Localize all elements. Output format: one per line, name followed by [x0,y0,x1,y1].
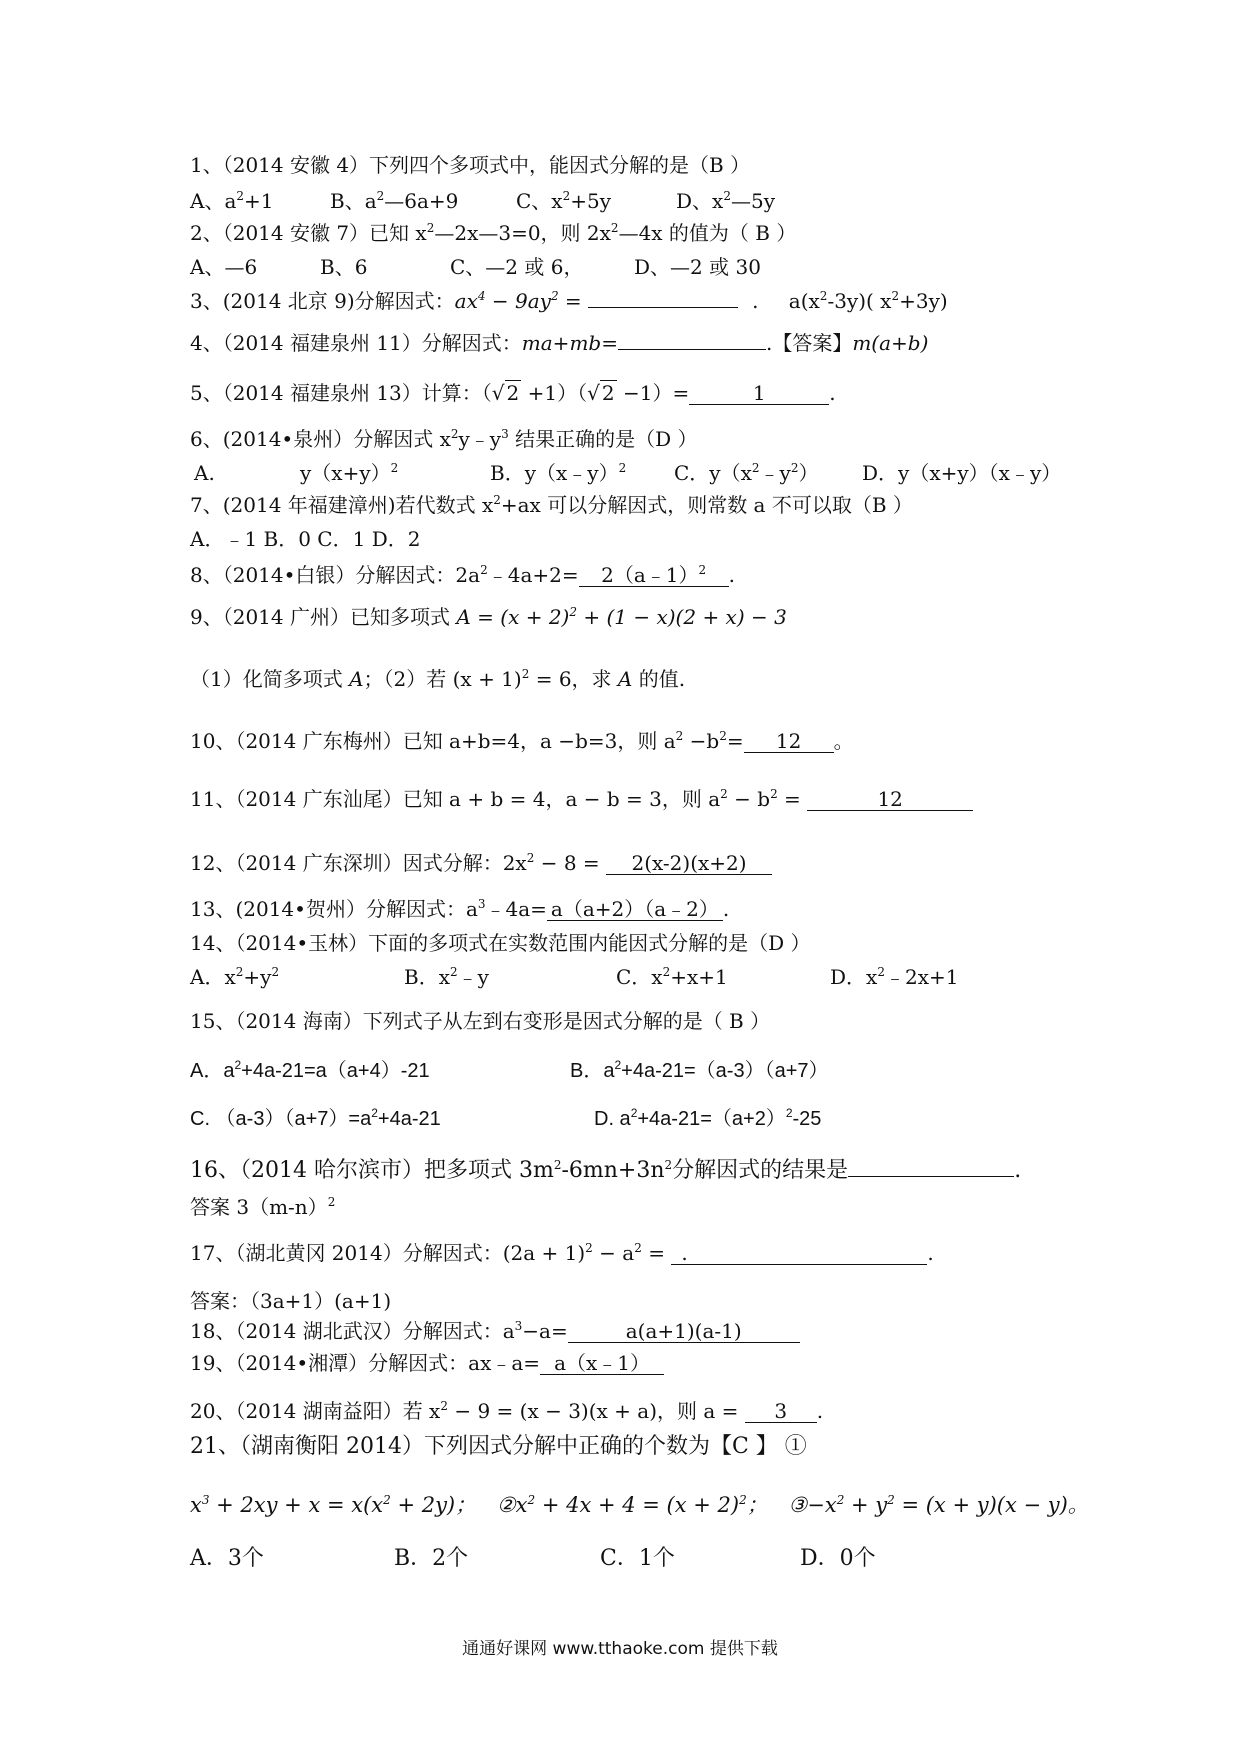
q6-option-d: D．y（x+y）（x﹣y） [862,461,1062,485]
sqrt-symbol: √ 2 [587,381,615,405]
q20-answer: 3 [745,1400,817,1423]
q19-answer: a（x﹣1） [540,1352,664,1375]
q4-answer: m(a+b) [852,331,929,355]
q2-stem: 2、（2014 安徽 7）已知 $x^2—2x—3=0$，则 $2x^2—4x$ 的值为（ B ） [190,221,797,245]
q14-option-c: C．$x^2+x+1$ [616,965,728,989]
q9-subquestions: （1）化简多项式 A；（2）若 $(x + 1)^2 = 6$，求 A 的值. [190,667,686,691]
q1-option-a: A、$a^2+1$ [190,189,274,213]
q16: 16、（2014 哈尔滨市）把多项式 $3m^2-6mn+3n^2$分解因式的结果是 . [190,1158,1022,1183]
q19: 19、（2014•湘潭）分解因式：ax﹣a= a（x﹣1） [190,1350,664,1376]
q10: 10、（2014 广东梅州）已知 a+b=4，a −b=3，则 $a^2 -b^2= 12$ 。 [190,729,854,753]
q21-stem: 21、（湖南衡阳 2014）下列因式分解中正确的个数为【C 】 ① [190,1434,807,1459]
q14-option-b: B．$x^2﹣y$ [404,965,489,989]
q18-answer: a(a+1)(a-1) [568,1320,800,1343]
q1-stem: 1、（2014 安徽 4）下列四个多项式中，能因式分解的是（B ） [190,153,751,177]
q12-answer: 2(x-2)(x+2) [606,852,772,875]
q9: 9、（2014 广州）已知多项式 $A = (x + 2)^2 + (1 - x)(2 + x) - 3$ [190,605,787,629]
q3: 3、(2014 北京 9)分解因式：$ax^4 - 9ay^2$ = . $a(x^2-3y)$( $x^2+3y$) [190,289,948,313]
q1-option-d: D、$x^2—5y$ [676,189,775,213]
q15-stem: 15、（2014 海南）下列式子从左到右变形是因式分解的是（ B ） [190,1009,771,1033]
q4: 4、（2014 福建泉州 11）分解因式：ma+mb= .【答案】m(a+b) [190,331,929,355]
q7-options: A．﹣1 B．0 C．1 D．2 [190,527,421,551]
q2-option-b: B、6 [320,255,368,279]
q11-answer: 12 [807,788,973,811]
q20: 20、（2014 湖南益阳）若 $x^2 - 9 = (x - 3)(x + a)$，则 a = 3 . [190,1399,824,1423]
q1-option-c: C、$x^2+5y$ [516,189,612,213]
q8-answer: 2（a﹣1）$^2$ [579,564,729,587]
q3-blank [588,307,738,308]
q3-answer: $a(x^2-3y)$( $x^2+3y$) [788,289,948,313]
q12: 12、（2014 广东深圳）因式分解：$2x^2 - 8 = 2(x-2)(x+2)$ [190,850,772,876]
q5-answer: 1 [689,382,829,405]
q6-option-c: C．$y(x^2﹣y^2)$ [674,461,819,485]
q6-option-b: B．y（x﹣y）$^2$ [490,461,627,485]
sqrt-symbol: √ 2 [491,381,520,405]
q15-option-a: A．$a^2+4a-21=a(a+4)-21$ [190,1058,430,1082]
q2-option-a: A、—6 [190,255,258,279]
q2-option-c: C、—2 或 6， [450,255,584,279]
q1-option-b: B、$a^2—6a+9$ [330,189,459,213]
q8: 8、（2014•白银）分解因式：$2a^2﹣4a+2=$ 2（a﹣1）$^2$ . [190,563,735,587]
q21-option-c: C．1个 [600,1546,675,1571]
q6-option-a-label: A. [194,461,215,485]
q21-expressions: $x^3 + 2xy + x = x(x^2 + 2y)$； $②x^2 + 4x + 4 = (x + 2)^2$； $③-x^2 + y^2 = (x + y)(x - y)$。 [190,1493,1089,1517]
q6-option-a: $y(x+y)^2$ [300,461,399,485]
q15-option-d: D. $a^2+4a-21=(a+2)^2-25$ [594,1106,822,1130]
q2-option-d: D、—2 或 30 [634,255,761,279]
q21-option-d: D．0个 [800,1546,876,1571]
q7-stem: 7、(2014 年福建漳州)若代数式 $x^2+ax$ 可以分解因式，则常数 a 不可以取（B ） [190,493,913,517]
q5: 5、（2014 福建泉州 13）计算：（√ 2 +1）（√ 2 −1）= 1 . [190,381,836,405]
q13: 13、(2014•贺州）分解因式：$a^3﹣4a=$ a（a+2）（a﹣2） . [190,897,730,921]
q21-option-a: A．3个 [190,1546,264,1571]
q11: 11、（2014 广东汕尾）已知 a + b = 4，a − b = 3，则 $a^2 - b^2 = 12$ [190,786,973,812]
q15-option-b: B．$a^2+4a-21=(a-3)(a+7)$ [570,1058,829,1082]
q14-option-d: D．$x^2﹣2x+1$ [830,965,959,989]
q10-answer: 12 [744,730,834,753]
q21-option-b: B．2个 [394,1546,469,1571]
q4-blank [618,349,766,350]
q17: 17、（湖北黄冈 2014）分解因式：$(2a + 1)^2 - a^2$ = . . [190,1241,934,1265]
q16-blank [848,1176,1014,1177]
q13-answer: a（a+2）（a﹣2） [547,898,723,921]
q14-stem: 14、（2014•玉林）下面的多项式在实数范围内能因式分解的是（D ） [190,931,811,955]
q6-stem: 6、(2014•泉州）分解因式 $x^2y﹣y^3$ 结果正确的是（D ） [190,427,698,451]
q14-option-a: A．$x^2+y^2$ [190,965,280,989]
q17-blank: . [671,1242,927,1265]
q18: 18、（2014 湖北武汉）分解因式：$a^3-a= a(a+1)(a-1)$ [190,1318,800,1344]
q16-answer: 答案 $3(m-n)^2$ [190,1195,336,1219]
q17-answer: 答案：（3a+1）(a+1) [190,1289,392,1313]
q15-option-c: C. $(a-3)(a+7)=a^2+4a-21$ [190,1106,441,1130]
page-footer: 通通好课网 www.tthaoke.com 提供下载 [462,1639,778,1659]
